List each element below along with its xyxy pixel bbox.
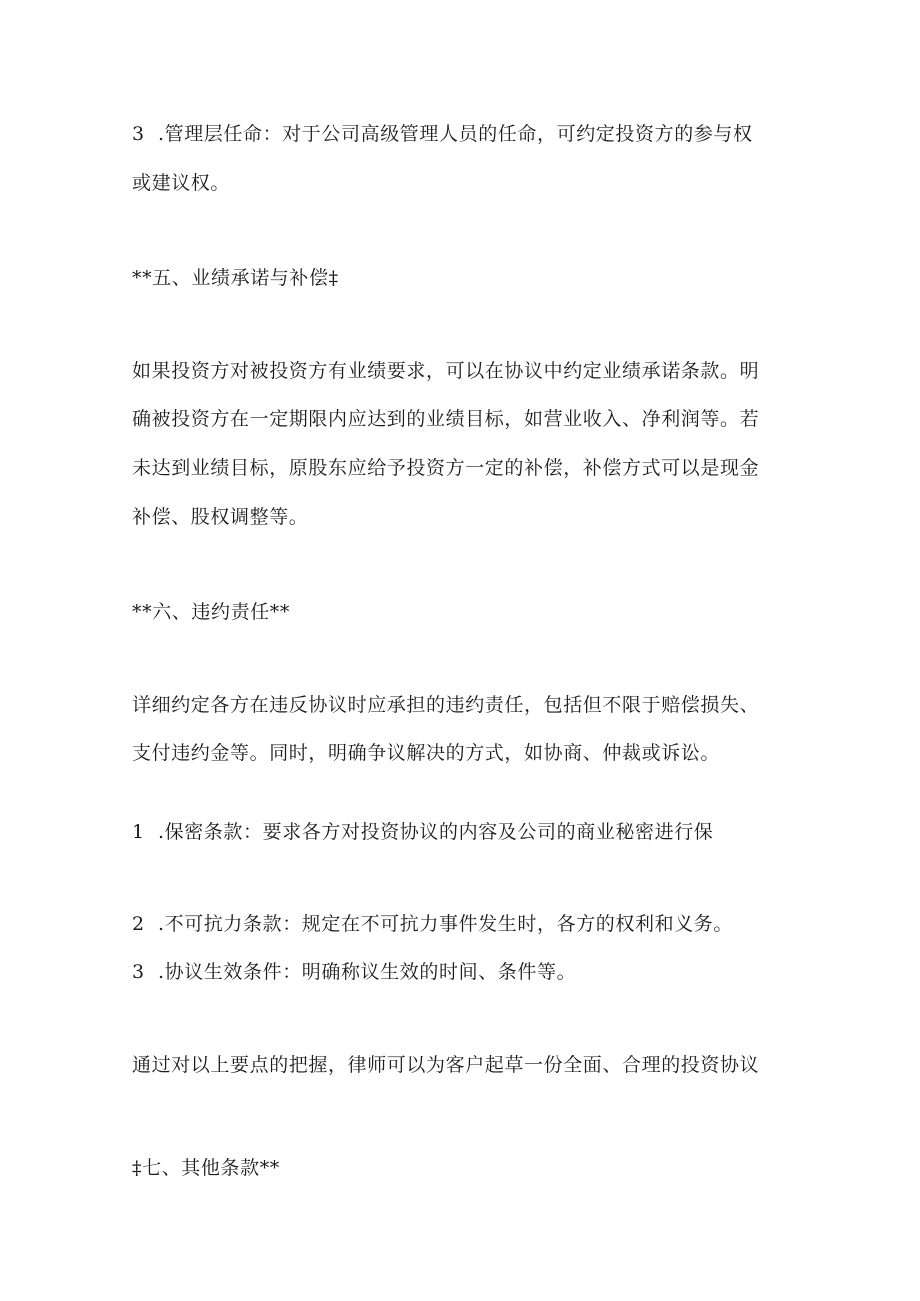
force-majeure-clause-item: 2 .不可抗力条款：规定在不可抗力事件发生时，各方的权利和义务。: [132, 913, 734, 935]
effectiveness-conditions-item: 3 .协议生效条件：明确称议生效的时间、条件等。: [132, 961, 577, 983]
management-appointment-item-line-2: 或建议权。: [132, 172, 231, 194]
management-appointment-item-line-1: 3 .管理层任命：对于公司高级管理人员的任命，可约定投资方的参与权: [132, 123, 753, 145]
section-5-heading: **五、业绩承诺与补偿‡: [132, 267, 339, 289]
section-6-paragraph-line-1: 详细约定各方在违反协议时应承担的违约责任，包括但不限于赔偿损失、: [132, 694, 760, 716]
conclusion-paragraph: 通过对以上要点的把握，律师可以为客户起草一份全面、合理的投资协议: [132, 1054, 760, 1076]
section-5-paragraph-line-1: 如果投资方对被投资方有业绩要求，可以在协议中约定业绩承诺条款。明: [132, 360, 760, 382]
confidentiality-clause-item: 1 .保密条款：要求各方对投资协议的内容及公司的商业秘密进行保: [132, 821, 714, 843]
section-6-heading: **六、违约责任**: [132, 601, 291, 623]
section-6-paragraph-line-2: 支付违约金等。同时，明确争议解决的方式，如协商、仲裁或诉讼。: [132, 742, 721, 764]
section-5-paragraph-line-3: 未达到业绩目标，原股东应给予投资方一定的补偿，补偿方式可以是现金: [132, 457, 760, 479]
section-5-paragraph-line-2: 确被投资方在一定期限内应达到的业绩目标，如营业收入、净利润等。若: [132, 408, 760, 430]
section-5-paragraph-line-4: 补偿、股权调整等。: [132, 506, 309, 528]
section-7-heading: ‡七、其他条款**: [132, 1157, 280, 1179]
